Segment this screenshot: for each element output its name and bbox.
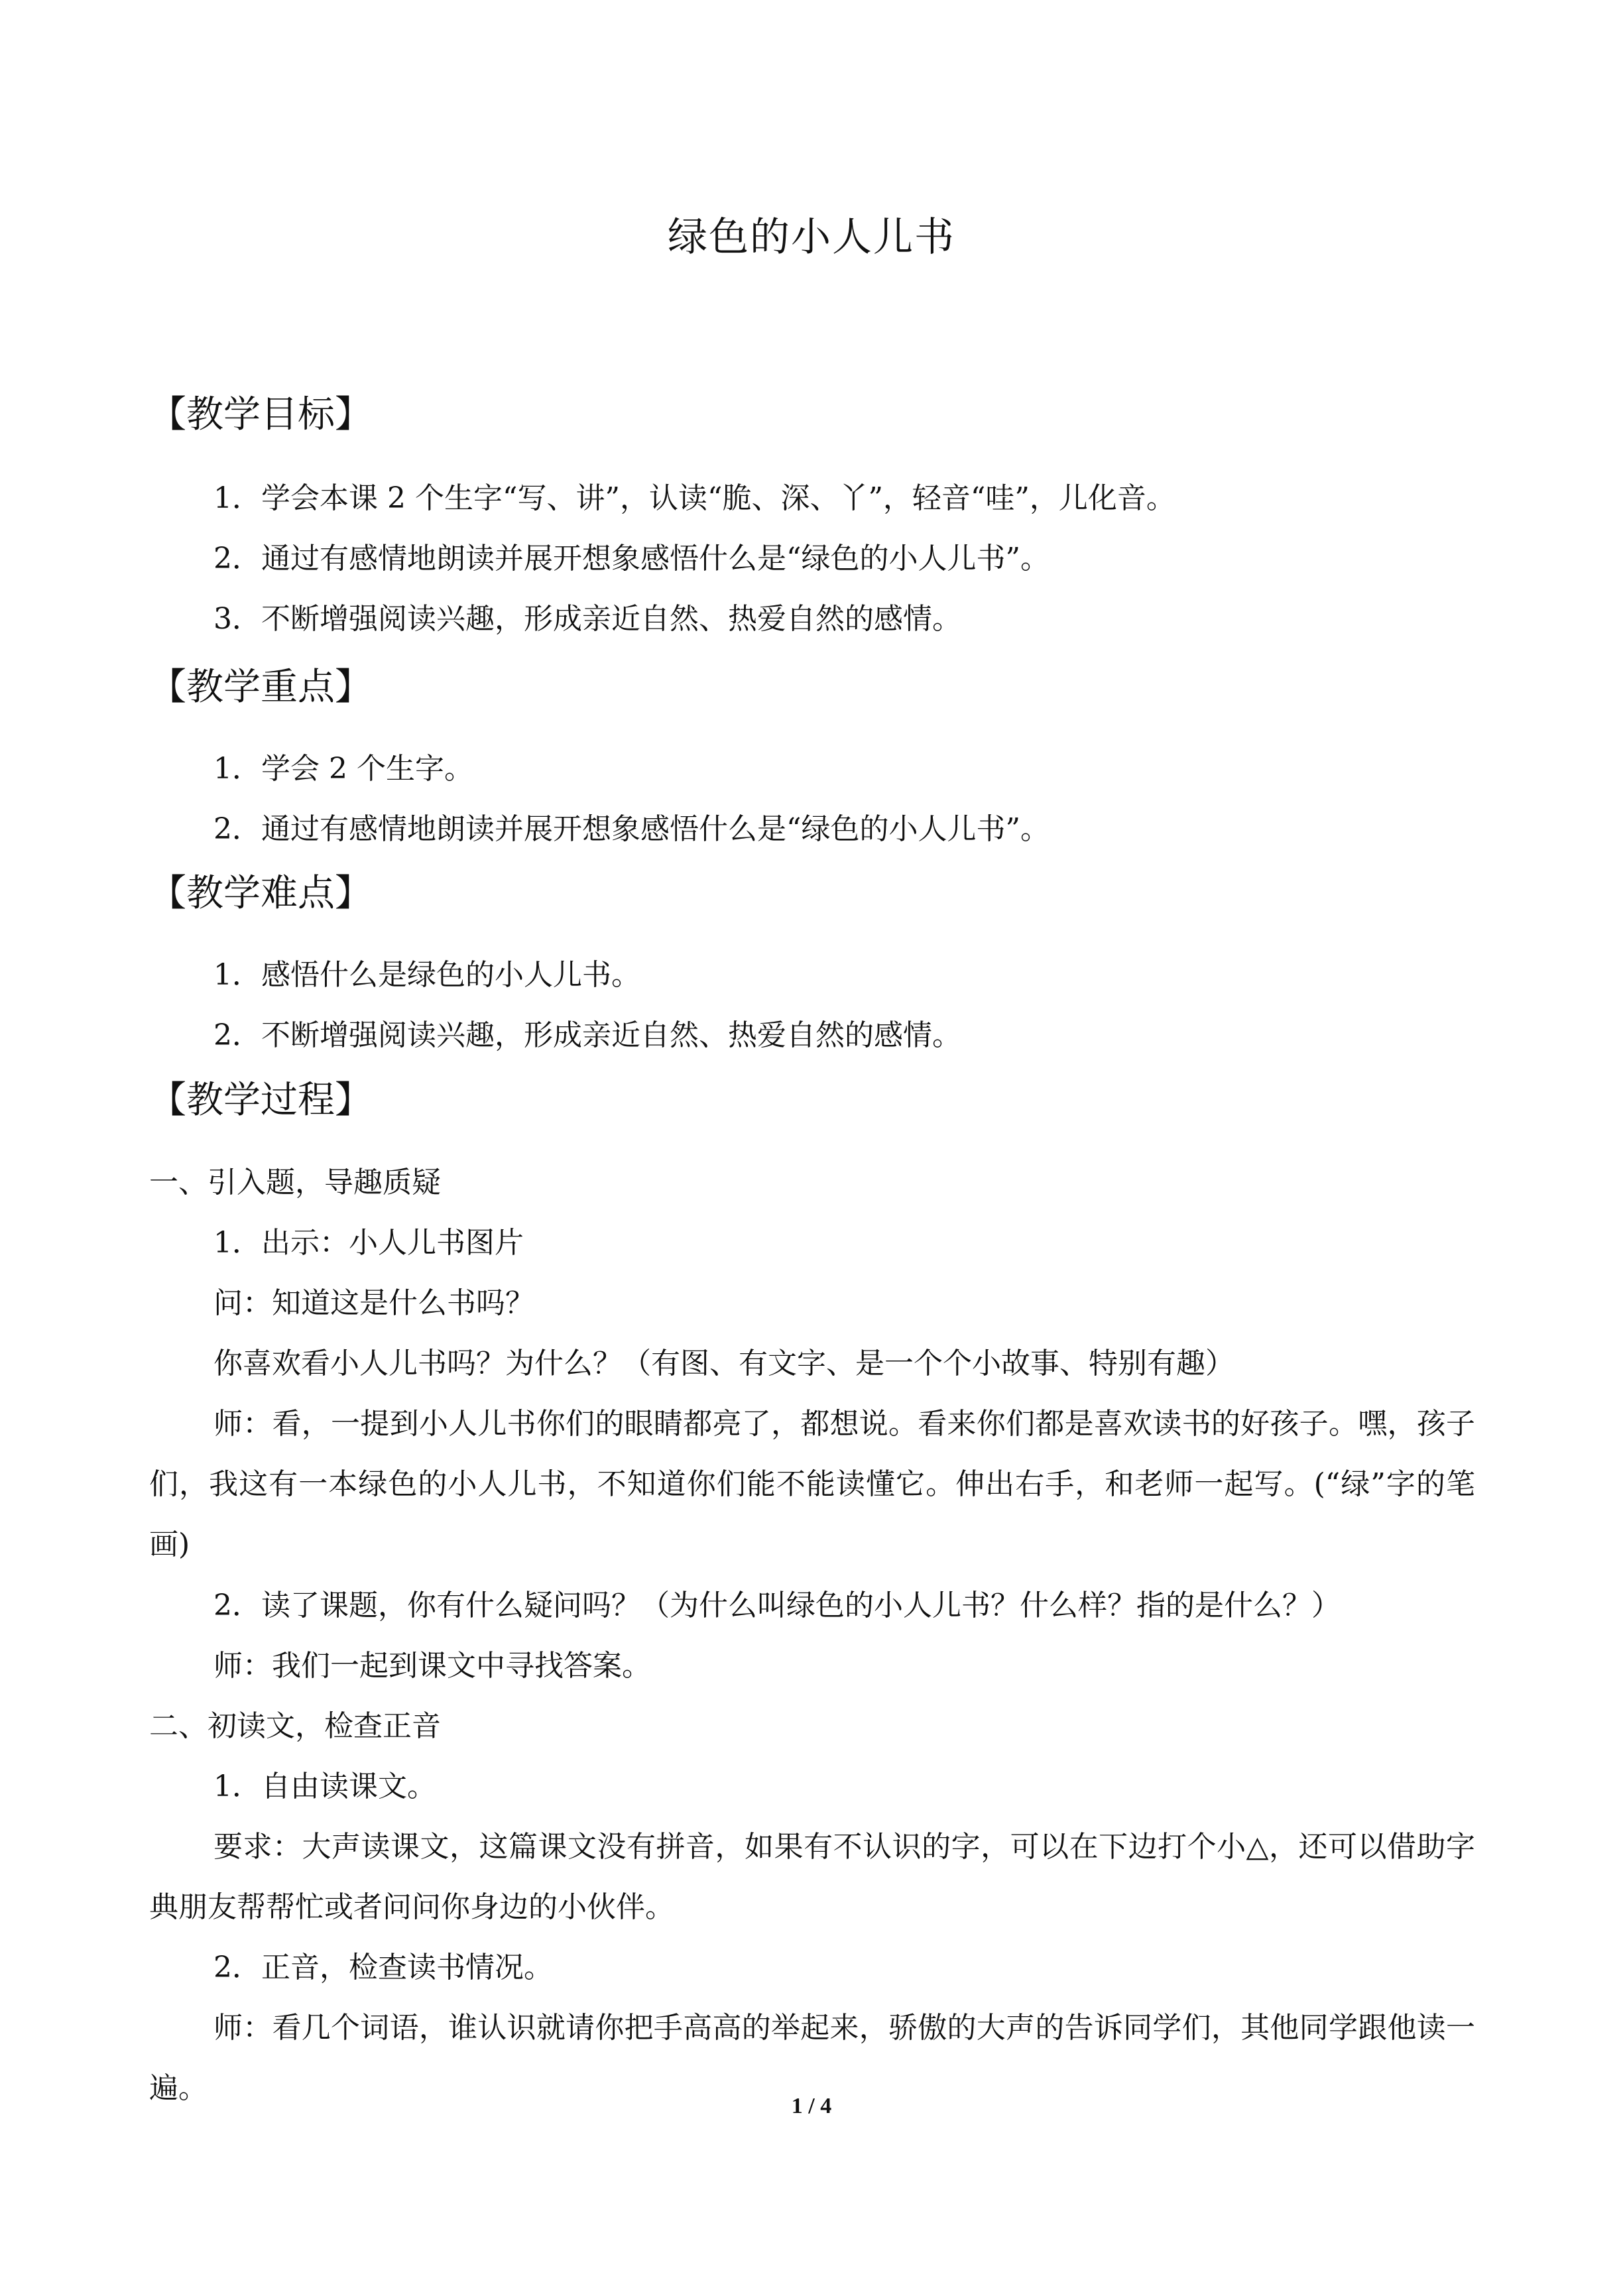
section-heading-key-points: 【教学重点】 [149,666,372,709]
process-line: 师：我们一起到课文中寻找答案。 [213,1649,651,1683]
key-point-item: 2．通过有感情地朗读并展开想象感悟什么是“绿色的小人儿书”。 [213,812,1050,846]
goal-item: 3．不断增强阅读兴趣，形成亲近自然、热爱自然的感情。 [213,602,961,636]
process-line: 你喜欢看小人儿书吗？为什么？（有图、有文字、是一个个小故事、特别有趣） [213,1347,1234,1380]
key-point-item: 1．学会 2 个生字。 [213,752,473,786]
section-heading-difficulties: 【教学难点】 [149,872,372,915]
process-paragraph: 要求：大声读课文，这篇课文没有拼音，如果有不认识的字，可以在下边打个小△，还可以借助字典朋友帮帮忙或者问问你身边的小伙伴。 [149,1830,1475,1924]
goal-item: 1．学会本课 2 个生字“写、讲”，认读“脆、深、丫”，轻音“哇”，儿化音。 [213,481,1175,515]
section-heading-process: 【教学过程】 [149,1079,372,1122]
process-paragraph: 师：看，一提到小人儿书你们的眼睛都亮了，都想说。看来你们都是喜欢读书的好孩子。嘿，孩子们，我这有一本绿色的小人儿书，不知道你们能不能读懂它。伸出右手，和老师一起写。(“绿”字的笔画) [149,1407,1475,1561]
process-part-title: 一、引入题，导趣质疑 [149,1166,441,1199]
process-line: 1．自由读课文。 [213,1770,436,1803]
difficulty-item: 2．不断增强阅读兴趣，形成亲近自然、热爱自然的感情。 [213,1018,961,1052]
process-line: 2．读了课题，你有什么疑问吗？（为什么叫绿色的小人儿书？什么样？指的是什么？） [213,1589,1341,1622]
goal-item: 2．通过有感情地朗读并展开想象感悟什么是“绿色的小人儿书”。 [213,542,1050,575]
process-part-title: 二、初读文，检查正音 [149,1709,441,1743]
process-line: 2．正音，检查读书情况。 [213,1951,553,1984]
section-heading-goals: 【教学目标】 [149,393,372,436]
process-line: 问：知道这是什么书吗？ [213,1286,534,1320]
process-line: 1．出示：小人儿书图片 [213,1226,524,1260]
document-title: 绿色的小人儿书 [668,214,955,261]
process-paragraph: 师：看几个词语，谁认识就请你把手高高的举起来，骄傲的大声的告诉同学们，其他同学跟他读一遍。 [149,2011,1475,2105]
difficulty-item: 1．感悟什么是绿色的小人儿书。 [213,958,640,992]
page-number: 1 / 4 [791,2094,832,2118]
